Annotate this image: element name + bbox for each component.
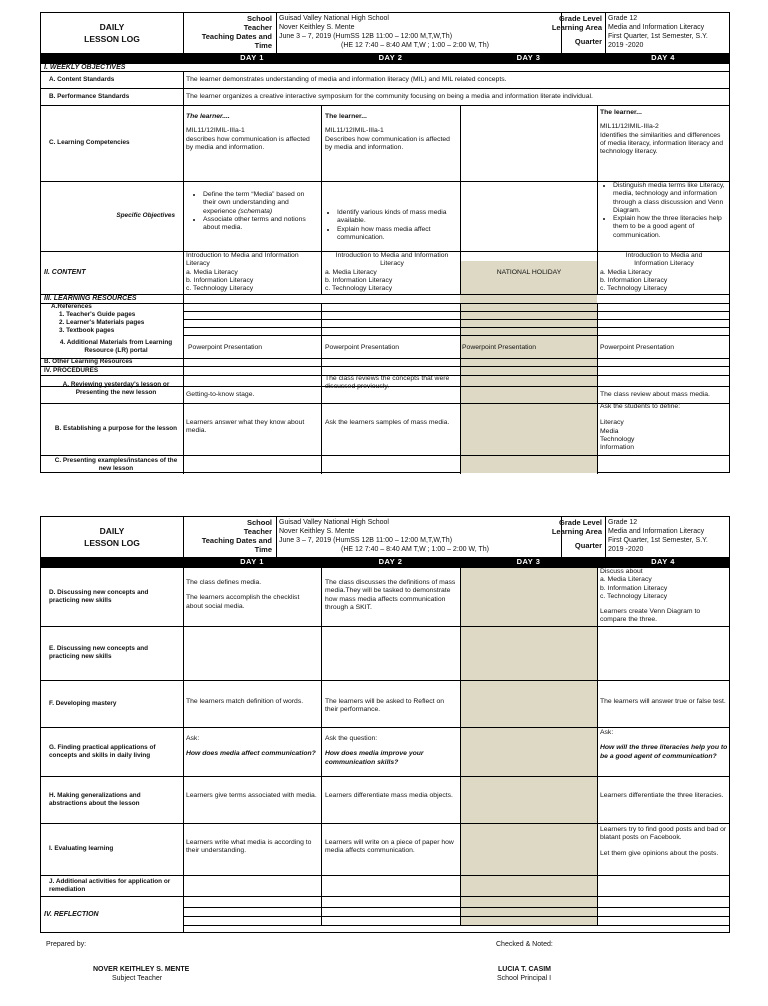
review-lesson-label: A. Reviewing yesterday's lesson or Presenting the new lesson xyxy=(62,381,170,396)
day-header-row xyxy=(41,53,729,63)
prepared-by-label: Prepared by: xyxy=(46,941,87,948)
dates-label-1-2: Teaching Dates and xyxy=(201,536,272,545)
other-resources-label: B. Other Learning Resources xyxy=(44,358,133,365)
school-value: Guisad Valley National High School xyxy=(279,15,389,22)
performance-standards-text: The learner organizes a creative interactive symposium for the community focusing on being a media and information literate individual. xyxy=(186,93,593,100)
content-day-4: Introduction to Media and Information Literacy a. Media Literacy b. Information Literacy c. Technology Literacy xyxy=(600,252,703,293)
lr-portal-label: 4. Additional Materials from Learning Resource (LR) portal xyxy=(59,339,173,354)
grade-value: Grade 12 xyxy=(608,15,638,22)
quarter-label-2: Quarter xyxy=(574,541,602,550)
content-heading: II. CONTENT xyxy=(44,269,86,276)
document-title xyxy=(41,13,184,53)
review-day-2: The class reviews the concepts that were discussed previously. xyxy=(325,375,450,391)
content-day-3-holiday: NATIONAL HOLIDAY xyxy=(496,269,562,276)
dates-value-1-2: June 3 – 7, 2019 (HumSS 12B 11:00 – 12:00 M,T,W,Th) xyxy=(279,537,453,544)
i-label: I. Evaluating learning xyxy=(49,845,114,852)
quarter-value-2-2: 2019 -2020 xyxy=(608,546,644,553)
competency-day-1: The learner.... MIL11/12IMIL-IIIa-1 describes how communication is affected by media and information. xyxy=(186,113,310,151)
grade-label: Grade Level xyxy=(559,14,602,23)
day-3-shading-2 xyxy=(460,567,597,925)
content-day-2: Introduction to Media and Information Literacy a. Media Literacy b. Information Literacy c. Technology Literacy xyxy=(325,252,449,293)
teacher-label: Teacher xyxy=(243,23,272,32)
school-value-2: Guisad Valley National High School xyxy=(279,519,389,526)
school-label-2: School xyxy=(246,518,272,527)
specific-objectives-label: Specific Objectives xyxy=(116,212,175,219)
day-3-header-2: DAY 3 xyxy=(516,557,541,566)
area-label: Learning Area xyxy=(551,23,602,32)
ppt-day-1: Powerpoint Presentation xyxy=(188,344,263,351)
header-block xyxy=(41,13,729,54)
purpose-day-1: Learners answer what they know about media. xyxy=(186,419,305,435)
review-day-1: Getting-to-know stage. xyxy=(186,391,255,398)
learners-materials-label: 2. Learner's Materials pages xyxy=(59,319,145,326)
e-label: E. Discussing new concepts and practicing new skills xyxy=(49,645,149,660)
day-3-header: DAY 3 xyxy=(516,53,541,62)
reflection-heading: IV. REFLECTION xyxy=(44,911,99,918)
teacher-value: Nover Keithley S. Mente xyxy=(279,24,355,31)
dates-label-2: Time xyxy=(254,41,272,50)
competency-day-2: The learner... MIL11/12IMIL-IIIa-1 Describes how communication is affected by media and information. xyxy=(325,113,450,151)
textbook-label: 3. Textbook pages xyxy=(59,327,115,334)
d-day-4: Discuss about a. Media Literacy b. Information Literacy c. Technology Literacy Learners create Venn Diagram to compare the three. xyxy=(600,568,701,624)
learning-competencies-label: C. Learning Competencies xyxy=(49,139,130,146)
area-label-2: Learning Area xyxy=(551,527,602,536)
header-block-2 xyxy=(41,517,729,558)
grade-value-2: Grade 12 xyxy=(608,519,638,526)
day-3-shading xyxy=(460,261,597,473)
competency-day-4: The learner... MIL11/12IMIL-IIIa-2 Identifies the similarities and differences of media literacy, information literacy and technology literacy. xyxy=(600,109,724,156)
title-line-2: LESSON LOG xyxy=(84,34,140,44)
dates-value-1: June 3 – 7, 2019 (HumSS 12B 11:00 – 12:00 M,T,W,Th) xyxy=(279,33,453,40)
teacher-value-2: Nover Keithley S. Mente xyxy=(279,528,355,535)
dates-value-2-2: (HE 12 7:40 – 8:40 AM T,W ; 1:00 – 2:00 W, Th) xyxy=(341,546,489,553)
dates-label-1: Teaching Dates and xyxy=(201,32,272,41)
h-day-4: Learners differentiate the three literacies. xyxy=(600,792,724,799)
purpose-label: B. Establishing a purpose for the lesson xyxy=(54,425,178,432)
preparer-name: NOVER KEITHLEY S. MENTE xyxy=(93,966,190,973)
preparer-title: Subject Teacher xyxy=(112,975,163,982)
d-day-2: The class discusses the definitions of mass media.They will be tasked to demonstrate how mass media affects communication through a SKIT. xyxy=(325,579,456,611)
i-day-1: Learners write what media is according to their understanding. xyxy=(186,839,312,855)
day-2-header-2: DAY 2 xyxy=(378,557,403,566)
d-day-1: The class defines media. The learners accomplish the checklist about social media. xyxy=(186,579,300,610)
quarter-value-1-2: First Quarter, 1st Semester, S.Y. xyxy=(608,537,708,544)
checked-by-label: Checked & Noted: xyxy=(496,941,553,948)
i-day-4: Learners try to find good posts and bad or blatant posts on Facebook. Let them give opinions about the posts. xyxy=(600,826,727,857)
teacher-label-2: Teacher xyxy=(243,527,272,536)
h-day-2: Learners differentiate mass media objects. xyxy=(325,792,453,799)
day-4-header-2: DAY 4 xyxy=(651,557,675,566)
g-label: G. Finding practical applications of concepts and skills in daily living xyxy=(49,743,156,759)
g-day-4: Ask: How will the three literacies help you to be a good agent of communication? xyxy=(600,729,728,760)
g-day-1: Ask: How does media affect communication? xyxy=(186,735,316,758)
j-label: J. Additional activities for application or remediation xyxy=(49,877,171,893)
f-day-1: The learners match definition of words. xyxy=(186,698,304,705)
h-label: H. Making generalizations and abstractions about the lesson xyxy=(49,791,141,807)
performance-standards-label: B. Performance Standards xyxy=(49,92,130,100)
document-title-2: DAILY LESSON LOG xyxy=(41,517,184,557)
lesson-log-page-1 xyxy=(40,12,730,473)
h-day-1: Learners give terms associated with media. xyxy=(186,792,317,799)
area-value: Media and Information Literacy xyxy=(608,24,705,31)
ppt-day-4: Powerpoint Presentation xyxy=(600,344,675,351)
references-label: A.References xyxy=(51,303,92,310)
examples-label: C. Presenting examples/instances of the new lesson xyxy=(54,456,178,472)
learning-resources-heading: III. LEARNING RESOURCES xyxy=(44,295,137,302)
teachers-guide-label: 1. Teacher's Guide pages xyxy=(59,311,136,318)
content-day-1: Introduction to Media and Information Literacy a. Media Literacy b. Information Literacy c. Technology Literacy xyxy=(186,252,299,293)
title-line-1: DAILY xyxy=(99,22,125,32)
day-1-header-2: DAY 1 xyxy=(240,557,264,566)
quarter-value-1: First Quarter, 1st Semester, S.Y. xyxy=(608,33,708,40)
checker-title: School Principal I xyxy=(497,975,552,982)
specific-objectives-day-2: • Identify various kinds of mass media available. • Explain how mass media affect communication. xyxy=(323,209,457,242)
specific-objectives-day-4: • Distinguish media terms like Literacy, media, technology and information through a class discussion and Venn Diagram. • Explain how the three literacies help them to be a good agent of communication. xyxy=(599,182,729,240)
f-day-4: The learners will answer true or false test. xyxy=(600,698,726,705)
ppt-day-3: Powerpoint Presentation xyxy=(462,344,537,351)
f-day-2: The learners will be asked to Reflect on their performance. xyxy=(325,698,445,714)
day-2-header: DAY 2 xyxy=(378,53,403,62)
day-4-header: DAY 4 xyxy=(651,53,675,62)
purpose-day-4: Ask the students to define: Literacy Media Technology Information xyxy=(600,403,681,452)
content-standards-label: A. Content Standards xyxy=(49,75,115,83)
day-1-header: DAY 1 xyxy=(240,53,264,62)
f-label: F. Developing mastery xyxy=(49,699,117,707)
grade-label-2: Grade Level xyxy=(559,518,602,527)
day-header-row-2 xyxy=(41,557,729,567)
i-day-2: Learners will write on a piece of paper how media affects communication. xyxy=(325,839,454,855)
procedures-heading: IV. PROCEDURES xyxy=(44,366,99,374)
checker-name: LUCIA T. CASIM xyxy=(498,966,552,973)
review-day-4: The class review about mass media. xyxy=(600,391,710,398)
dates-label-2-2: Time xyxy=(254,545,272,554)
d-label: D. Discussing new concepts and practicing new skills xyxy=(49,588,149,604)
purpose-day-2: Ask the learners samples of mass media. xyxy=(325,419,450,426)
school-label: School xyxy=(246,14,272,23)
ppt-day-2: Powerpoint Presentation xyxy=(325,344,400,351)
lesson-log-page-2 xyxy=(40,516,730,933)
quarter-value-2: 2019 -2020 xyxy=(608,42,644,49)
dates-value-2: (HE 12 7:40 – 8:40 AM T,W ; 1:00 – 2:00 W, Th) xyxy=(341,42,489,49)
content-standards-text: The learner demonstrates understanding of media and information literacy (MIL) and MIL related concepts. xyxy=(186,76,507,83)
g-day-2: Ask the question: How does media improve your communication skills? xyxy=(325,735,424,766)
area-value-2: Media and Information Literacy xyxy=(608,528,705,535)
weekly-objectives-heading: I. WEEKLY OBJECTIVES xyxy=(44,64,126,71)
specific-objectives-day-1: • Define the term “Media” based on their own understanding and experience (schemata) • Associate other terms and notions about media. xyxy=(189,191,319,232)
quarter-label: Quarter xyxy=(574,37,602,46)
